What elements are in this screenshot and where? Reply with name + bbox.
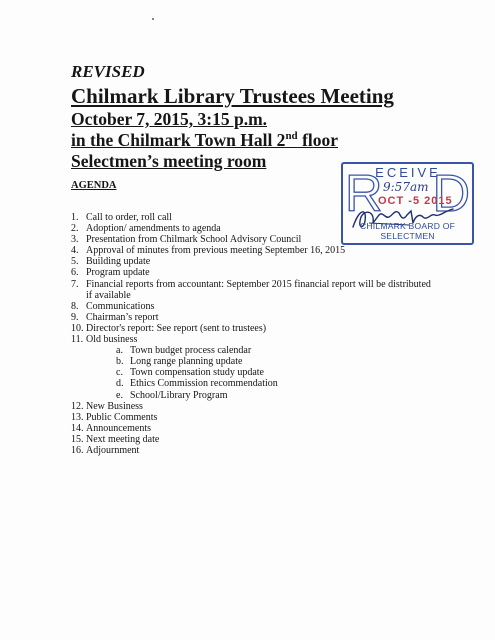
agenda-item <box>71 390 431 401</box>
agenda-item-text: Approval of minutes from previous meeting September 16, 2015 <box>86 245 346 257</box>
agenda-item-number: 12. <box>71 400 84 412</box>
agenda-item-number: 16. <box>71 444 84 456</box>
agenda-item-number: 9. <box>71 311 79 323</box>
stamp-time: 9:57am <box>383 180 429 194</box>
agenda-item-text: Building update <box>86 256 151 268</box>
agenda-item <box>71 378 431 389</box>
agenda-item-number: a. <box>116 345 123 357</box>
agenda-item-text: Public Comments <box>86 411 158 423</box>
agenda-item <box>71 301 431 312</box>
agenda-item <box>71 445 431 456</box>
agenda-item-text: Ethics Commission recommendation <box>130 378 278 390</box>
meeting-room: Selectmen’s meeting room <box>71 151 267 171</box>
agenda-item-text: Program update <box>86 267 150 279</box>
agenda-item-number: 8. <box>71 300 79 312</box>
agenda-item-text: Announcements <box>86 422 151 434</box>
agenda-item <box>71 345 431 356</box>
agenda-item-number: 3. <box>71 234 79 246</box>
agenda-item-number: 14. <box>71 422 84 434</box>
agenda-item <box>71 367 431 378</box>
agenda-item-number: 10. <box>71 322 84 334</box>
agenda-item-number: 11. <box>71 334 84 346</box>
agenda-item <box>71 423 431 434</box>
agenda-item <box>71 245 431 256</box>
agenda-item-number: 2. <box>71 223 79 235</box>
agenda-item-text: Adoption/ amendments to agenda <box>86 223 221 235</box>
old-business-subitems <box>71 345 431 400</box>
agenda-item-number: 5. <box>71 256 79 268</box>
agenda-item-text: Old business <box>86 334 138 346</box>
meeting-date: October 7, 2015, 3:15 p.m. <box>71 109 268 129</box>
stamp-word: ECEIVE <box>375 165 441 180</box>
agenda-item-number: d. <box>116 378 124 390</box>
old-business-list <box>71 345 431 400</box>
agenda-item <box>71 267 431 278</box>
agenda-heading: AGENDA <box>71 180 117 191</box>
agenda-item-text: Adjournment <box>86 444 140 456</box>
agenda-item-number: c. <box>116 367 123 379</box>
agenda-item-text: Financial reports from accountant: September 2015 financial report will be distributed if available <box>86 278 431 301</box>
stamp-date: OCT -5 2015 <box>378 195 453 207</box>
agenda-item <box>71 401 431 412</box>
agenda-item-text: Town compensation study update <box>130 367 264 379</box>
agenda-item-number: 4. <box>71 245 79 257</box>
agenda-item-text: Next meeting date <box>86 433 160 445</box>
revised-label: REVISED <box>71 62 145 81</box>
stamp-board-name: CHILMARK BOARD OF SELECTMEN <box>359 221 456 241</box>
agenda-item-number: e. <box>116 389 123 401</box>
agenda-item-number: 13. <box>71 411 84 423</box>
agenda-item-text: Town budget process calendar <box>130 345 252 357</box>
agenda-item <box>71 256 431 267</box>
received-stamp <box>341 162 474 245</box>
agenda-item-number: 1. <box>71 212 79 223</box>
location-prefix: in the Chilmark Town Hall 2 <box>71 130 286 150</box>
agenda-item <box>71 312 431 323</box>
page-title: Chilmark Library Trustees Meeting <box>71 84 394 108</box>
agenda-item-text: New Business <box>86 400 143 412</box>
agenda-item <box>71 334 431 345</box>
agenda-item-text: Call to order, roll call <box>86 212 172 223</box>
agenda-item-text: Chairman’s report <box>86 311 159 323</box>
agenda-item <box>71 434 431 445</box>
agenda-item-text: School/Library Program <box>130 389 228 401</box>
agenda-item-number: 7. <box>71 278 79 290</box>
location-suffix: floor <box>297 130 339 150</box>
agenda-item <box>71 356 431 367</box>
stamp-letter-d: D <box>432 165 470 223</box>
agenda-item-text: Long range planning update <box>130 356 243 368</box>
agenda-item-text: Director's report: See report (sent to trustees) <box>86 322 267 334</box>
agenda-item <box>71 412 431 423</box>
agenda-item-number: 6. <box>71 267 79 279</box>
agenda-list <box>71 212 431 456</box>
agenda-item <box>71 279 431 301</box>
agenda-item-number: 15. <box>71 433 84 445</box>
agenda-item-text: Communications <box>86 300 155 312</box>
stamp-letter-r: R <box>345 165 383 223</box>
agenda-item-number: b. <box>116 356 124 368</box>
agenda-item-text: Presentation from Chilmark School Advisory Council <box>86 234 302 246</box>
meeting-location <box>71 130 338 151</box>
scan-speck <box>152 18 154 20</box>
location-superscript: nd <box>285 130 298 143</box>
agenda-item <box>71 323 431 334</box>
